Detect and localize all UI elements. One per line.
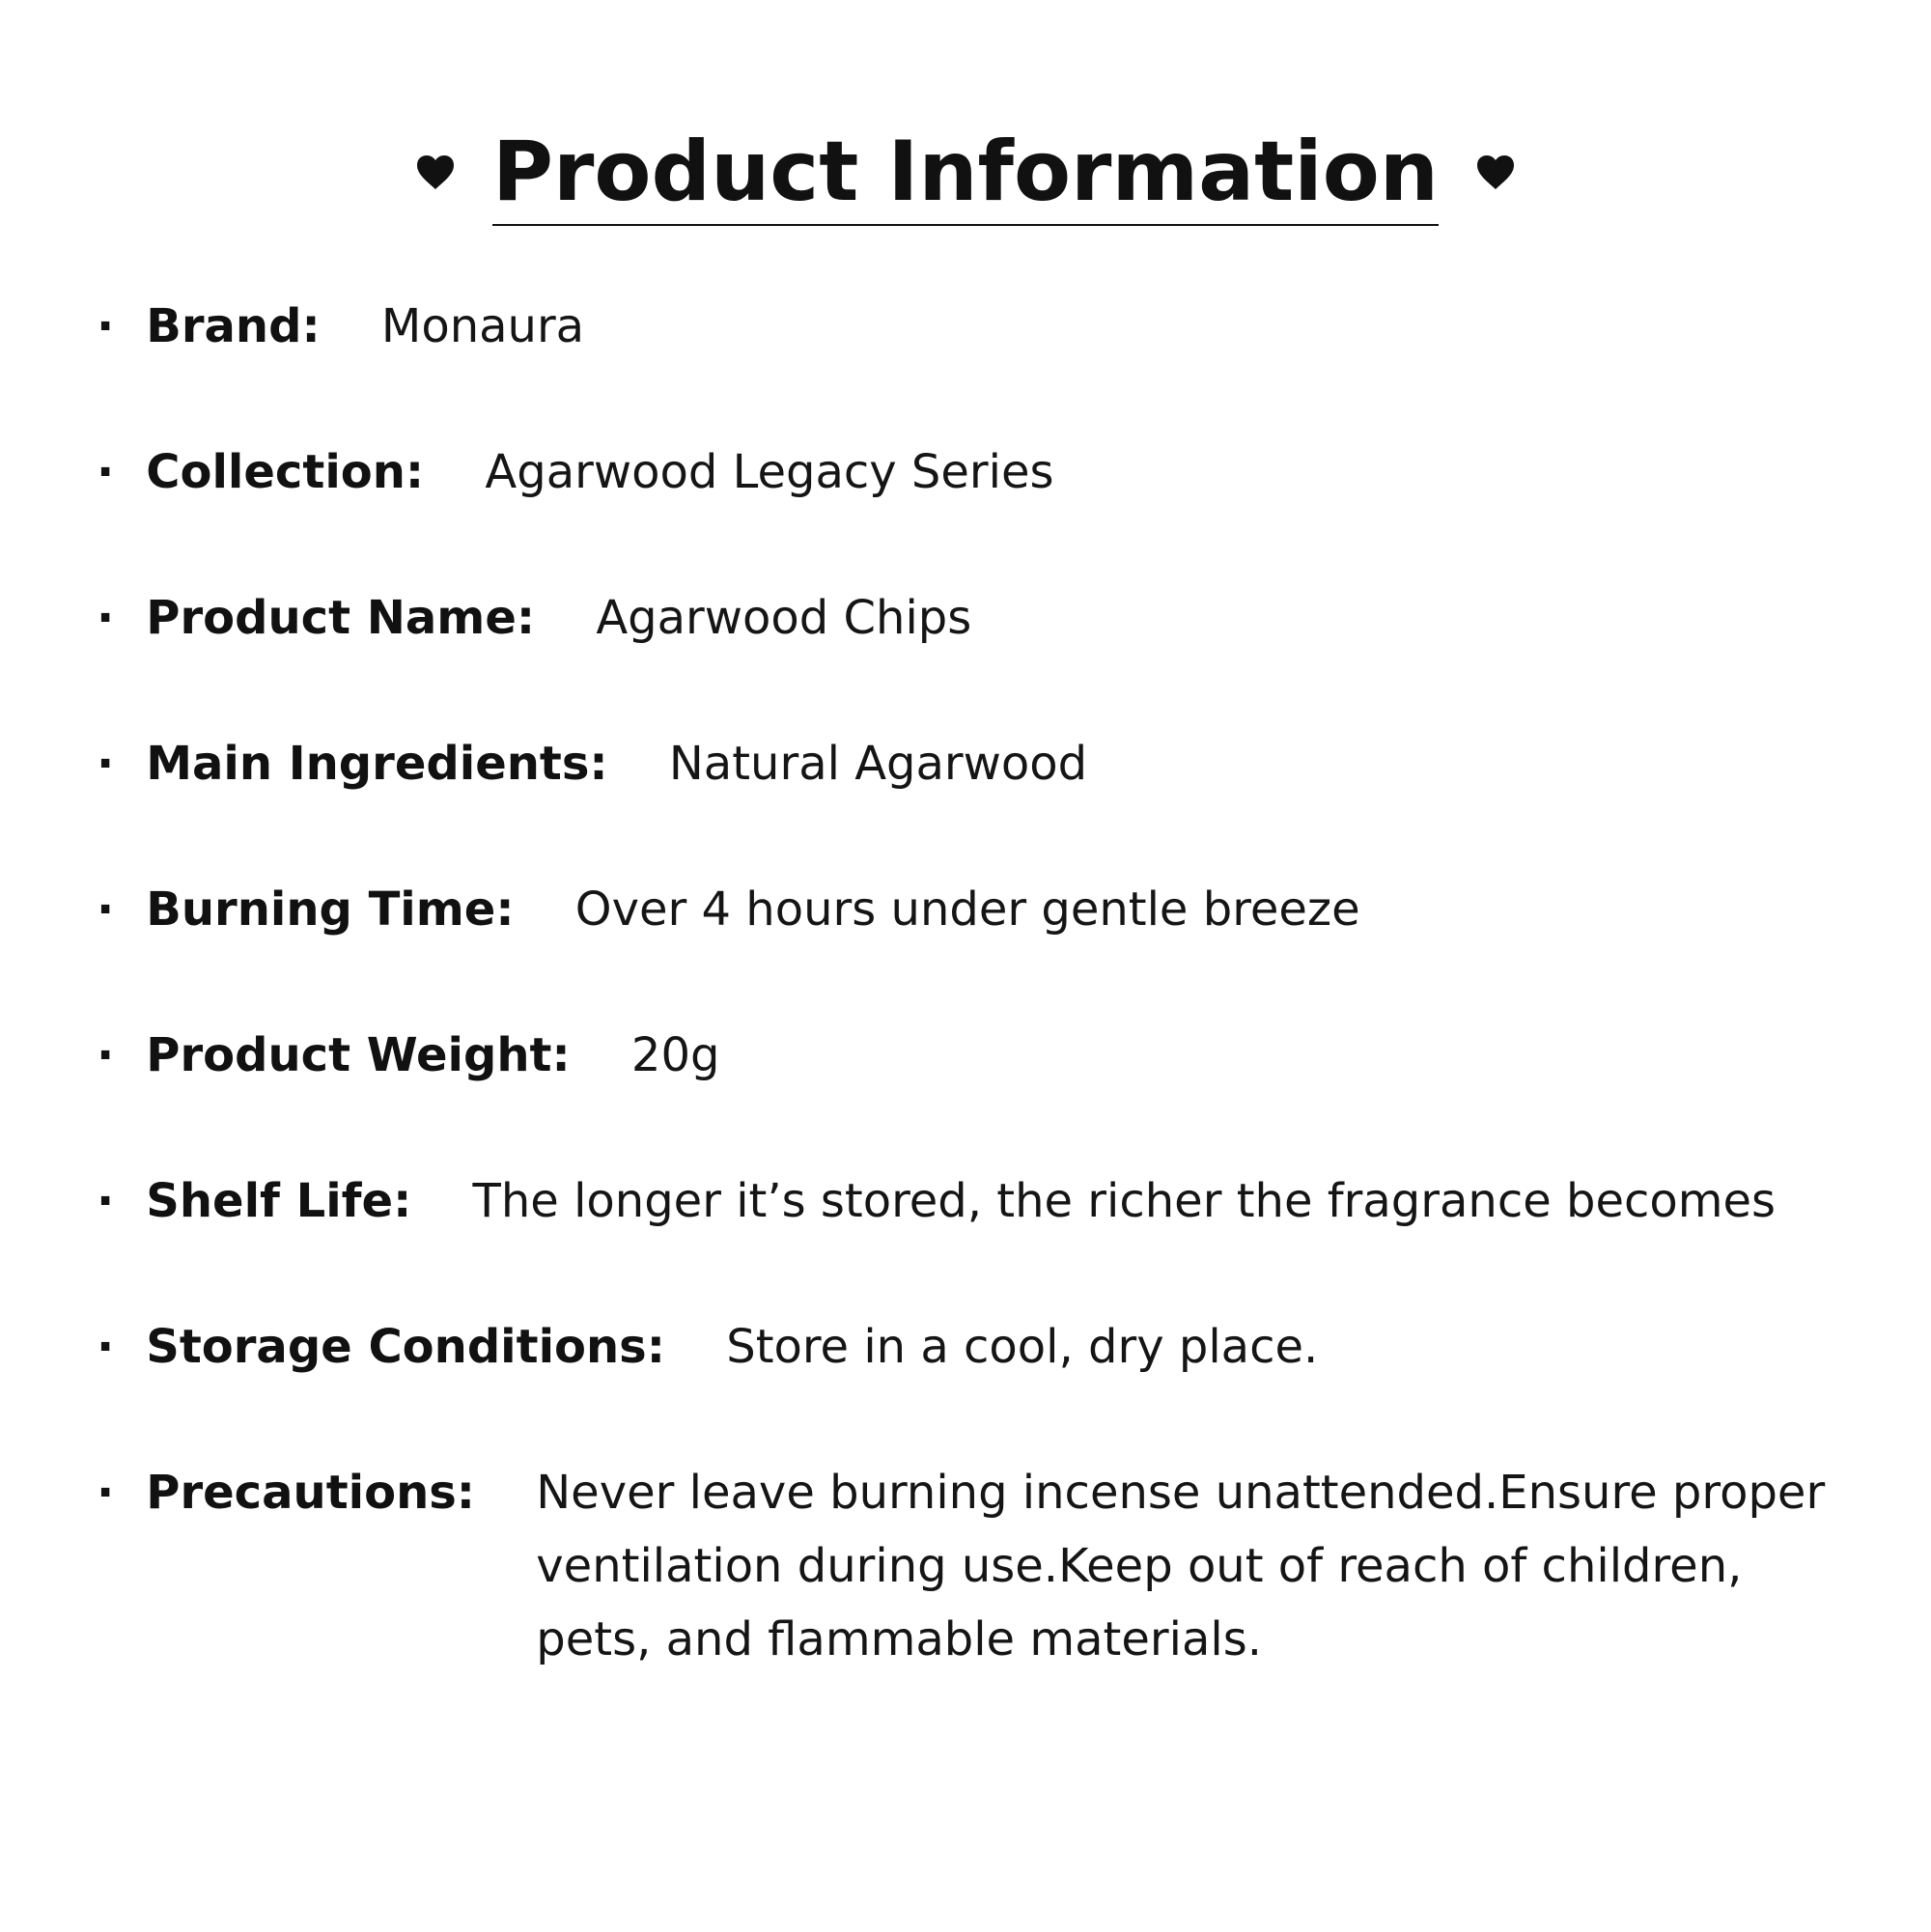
- info-row-product-name: [97, 581, 1892, 655]
- collection-label: Collection:: [146, 445, 425, 499]
- info-row-storage-conditions: [97, 1310, 1892, 1384]
- bullet: ·: [97, 1320, 115, 1374]
- info-row-shelf-life: [97, 1164, 1892, 1238]
- bullet: ·: [97, 737, 115, 791]
- bullet: ·: [97, 1174, 115, 1228]
- bullet: ·: [97, 591, 115, 645]
- info-row-burning-time: [97, 873, 1892, 946]
- product-name-value: Agarwood Chips: [596, 591, 972, 645]
- product-weight-label: Product Weight:: [146, 1028, 571, 1082]
- precautions-value: Never leave burning incense unattended.Ensure proper ventilation during use.Keep out of reach of children, pets, and flammable materials.: [536, 1466, 1826, 1666]
- heart-icon: [413, 151, 458, 195]
- heart-icon: [1473, 151, 1518, 195]
- info-row-collection: [97, 435, 1892, 509]
- precautions-label: Precautions:: [146, 1466, 475, 1520]
- info-row-precautions: [97, 1456, 1892, 1676]
- bullet: ·: [97, 882, 115, 937]
- burning-time-label: Burning Time:: [146, 882, 515, 937]
- info-row-brand: [97, 290, 1892, 363]
- main-ingredients-value: Natural Agarwood: [668, 737, 1088, 791]
- shelf-life-value: The longer it’s stored, the richer the fragrance becomes: [472, 1174, 1777, 1228]
- collection-value: Agarwood Legacy Series: [485, 445, 1054, 499]
- page-title: Product Information: [492, 124, 1439, 226]
- product-weight-value: 20g: [630, 1028, 720, 1082]
- info-row-product-weight: [97, 1019, 1892, 1092]
- brand-value: Monaura: [380, 299, 585, 353]
- product-name-label: Product Name:: [146, 591, 536, 645]
- shelf-life-label: Shelf Life:: [146, 1174, 412, 1228]
- bullet: ·: [97, 1466, 115, 1520]
- brand-label: Brand:: [146, 299, 321, 353]
- bullet: ·: [97, 445, 115, 499]
- bullet: ·: [97, 1028, 115, 1082]
- burning-time-value: Over 4 hours under gentle breeze: [574, 882, 1360, 937]
- storage-conditions-value: Store in a cool, dry place.: [726, 1320, 1319, 1374]
- storage-conditions-label: Storage Conditions:: [146, 1320, 665, 1374]
- title-row: [0, 124, 1931, 239]
- bullet: ·: [97, 299, 115, 353]
- main-ingredients-label: Main Ingredients:: [146, 737, 608, 791]
- info-row-main-ingredients: [97, 727, 1892, 800]
